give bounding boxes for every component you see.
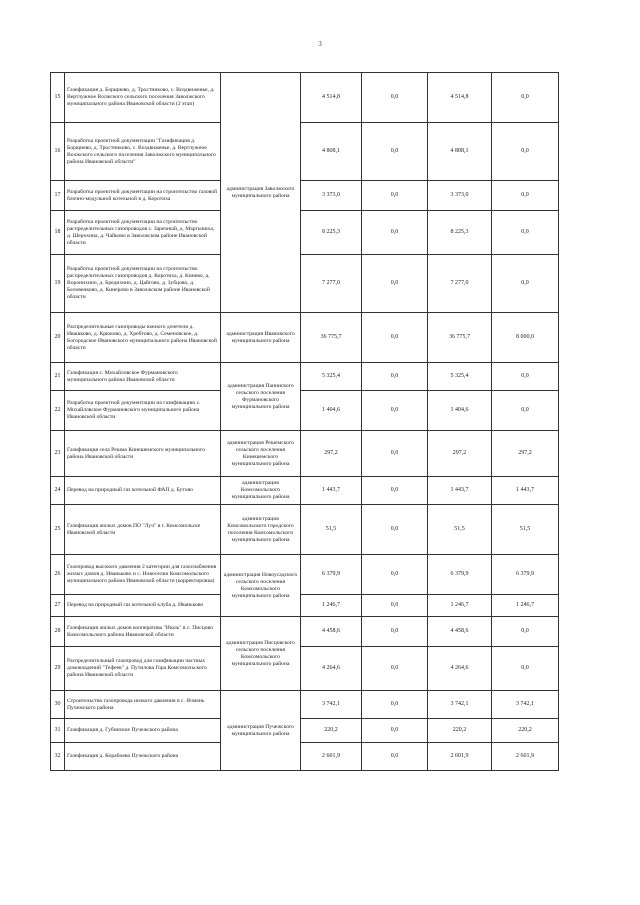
responsible-org: администрация Ивановского муниципального района [221,313,301,363]
value-col2: 4 458,6 [428,617,492,647]
value-col2: 297,2 [428,431,492,477]
row-number: 31 [51,719,65,743]
table-row [51,73,559,123]
responsible-org: администрация Писцовского сельского поселения Комсомольского муниципального района [221,617,301,691]
value-col1: 0,0 [362,555,428,595]
table-row [51,181,559,211]
value-col2: 51,5 [428,505,492,555]
row-number: 16 [51,123,65,181]
table-row [51,313,559,363]
value-col1: 0,0 [362,431,428,477]
value-col1: 0,0 [362,477,428,505]
object-name: Разработка проектной документации "Газификация д. Борщнево, д. Тростниково, с. Воздвиженье, д. Вертлужное Волжского сельского поселения Заволжского муниципального района Ивановской области" [65,123,221,181]
value-col2: 220,2 [428,719,492,743]
table-row [51,431,559,477]
responsible-org: администрация Комсомольского муниципального района [221,477,301,505]
value-col2: 4 514,8 [428,73,492,123]
value-col2: 6 379,9 [428,555,492,595]
value-total: 6 379,9 [301,555,362,595]
object-name: Распределительный газопровод для газификации частных домовладений "Тефеев" д. Путилова Гора Комсомольского района Ивановской области [65,647,221,691]
row-number: 29 [51,647,65,691]
page-number: 3 [318,40,322,48]
value-col1: 0,0 [362,73,428,123]
responsible-org: администрация Комсомольского городского поселения Комсомольского муниципального района [221,505,301,555]
value-col2: 5 325,4 [428,363,492,391]
row-number: 25 [51,505,65,555]
value-col3: 0,0 [492,123,559,181]
value-col2: 4 808,1 [428,123,492,181]
objects-table [50,72,559,771]
object-name: Строительство газопровода низкого давления в с. Ячмень Пучежского района [65,691,221,719]
object-name: Газификация жилых домов кооператива "Июль" в с. Писцово Комсомольского района Ивановской области [65,617,221,647]
value-col3: 0,0 [492,73,559,123]
value-total: 1 404,6 [301,391,362,431]
value-col3: 1 443,7 [492,477,559,505]
responsible-org: администрация Заволжского муниципального района [221,73,301,313]
table-row [51,743,559,771]
value-total: 1 246,7 [301,595,362,617]
value-col3: 0,0 [492,617,559,647]
value-col1: 0,0 [362,255,428,313]
table-row [51,477,559,505]
value-total: 3 373,0 [301,181,362,211]
object-name: Газификация д. Борщнево, д. Тростниково, с. Воздвиженье, д. Вертлужное Волжского сельского поселения Заволжского муниципального района Ивановской области (2 этап) [65,73,221,123]
value-total: 4 458,6 [301,617,362,647]
value-col1: 0,0 [362,313,428,363]
value-col1: 0,0 [362,181,428,211]
table-row [51,691,559,719]
object-name: Газификация жилых домов ПО "Луч" в г. Комсомольске Ивановской области [65,505,221,555]
value-col3: 0,0 [492,181,559,211]
row-number: 15 [51,73,65,123]
table-row [51,211,559,255]
object-name: Разработка проектной документации на строительство газовой блочно-модульной котельной в д. Коротиха [65,181,221,211]
value-col1: 0,0 [362,363,428,391]
table-row [51,123,559,181]
object-name: Перевод на природный газ котельной клуба д. Иваньково [65,595,221,617]
table-row [51,255,559,313]
value-col2: 1 443,7 [428,477,492,505]
value-total: 220,2 [301,719,362,743]
value-col3: 0,0 [492,255,559,313]
value-col1: 0,0 [362,505,428,555]
table-row [51,363,559,391]
row-number: 17 [51,181,65,211]
row-number: 19 [51,255,65,313]
value-col3: 0,0 [492,363,559,391]
responsible-org: администрация Решемского сельского поселения Кинешемского муниципального района [221,431,301,477]
row-number: 32 [51,743,65,771]
object-name: Разработка проектной документации на строительство распределительных газопроводов с. Заречный, д. Мартыниха, д. Шерохина, д. Чайково в Заволжском районе Ивановской области [65,211,221,255]
value-total: 5 325,4 [301,363,362,391]
value-col2: 3 373,0 [428,181,492,211]
responsible-org: администрация Новоусадского сельского поселения Комсомольского муниципального района [221,555,301,617]
value-col3: 8 000,0 [492,313,559,363]
value-col3: 3 742,1 [492,691,559,719]
value-col1: 0,0 [362,647,428,691]
value-col2: 1 404,6 [428,391,492,431]
value-col1: 0,0 [362,211,428,255]
value-total: 3 742,1 [301,691,362,719]
value-col3: 51,5 [492,505,559,555]
object-name: Разработка проектной документации на газификацию с. Михайловское Фурмановского муниципального района Ивановской области [65,391,221,431]
table-row [51,617,559,647]
row-number: 18 [51,211,65,255]
value-col3: 0,0 [492,211,559,255]
value-col2: 7 277,0 [428,255,492,313]
value-col3: 6 379,9 [492,555,559,595]
table-row [51,391,559,431]
value-col3: 1 246,7 [492,595,559,617]
object-name: Газификация д. Губинское Пучежского района [65,719,221,743]
value-total: 8 225,3 [301,211,362,255]
row-number: 24 [51,477,65,505]
value-col1: 0,0 [362,691,428,719]
value-col1: 0,0 [362,595,428,617]
value-col3: 297,2 [492,431,559,477]
responsible-org: администрация Пучежского муниципального района [221,691,301,771]
row-number: 30 [51,691,65,719]
table-row [51,555,559,595]
row-number: 23 [51,431,65,477]
value-total: 36 775,7 [301,313,362,363]
object-name: Разработка проектной документации на строительство распределительных газопроводов д. Коротиха, д. Кинево, д. Воронихино, д. Бредихино, д. Цайгово, д. Зубцово, д. Беловенково, д. Кинерово в Заволжском районе Ивановской области [65,255,221,313]
table-row [51,719,559,743]
row-number: 22 [51,391,65,431]
value-total: 4 264,6 [301,647,362,691]
value-col1: 0,0 [362,617,428,647]
responsible-org: администрация Панинского сельского поселения Фурмановского муниципального района [221,363,301,431]
value-col2: 1 246,7 [428,595,492,617]
object-name: Газификация с. Михайловское Фурмановского муниципального района Ивановской области [65,363,221,391]
value-total: 4 514,8 [301,73,362,123]
object-name: Газопровод высокого давления 2 категории для газоснабжения жилых домов д. Иваньково и с. Новоселки Комсомольского муниципального района Ивановской области (корректировка) [65,555,221,595]
value-total: 2 601,9 [301,743,362,771]
value-col3: 0,0 [492,391,559,431]
value-col1: 0,0 [362,719,428,743]
value-total: 51,5 [301,505,362,555]
value-col3: 220,2 [492,719,559,743]
value-col2: 4 264,6 [428,647,492,691]
object-name: Газификация села Решма Кинешемского муниципального района Ивановской области [65,431,221,477]
object-name: Перевод на природный газ котельной ФАП д. Бутово [65,477,221,505]
row-number: 28 [51,617,65,647]
value-col2: 3 742,1 [428,691,492,719]
value-total: 4 808,1 [301,123,362,181]
object-name: Газификация д. Корабоево Пучежского района [65,743,221,771]
value-col1: 0,0 [362,743,428,771]
object-name: Распределительные газопроводы южного дочетеля д. Ивашково, д. Крюково, д. Хребтово, д. Семеновское, д. Богородское Ивановского муниципального района Ивановской области [65,313,221,363]
value-col3: 0,0 [492,647,559,691]
row-number: 20 [51,313,65,363]
value-total: 7 277,0 [301,255,362,313]
value-col2: 2 601,9 [428,743,492,771]
value-col2: 36 775,7 [428,313,492,363]
row-number: 21 [51,363,65,391]
value-total: 1 443,7 [301,477,362,505]
row-number: 26 [51,555,65,595]
row-number: 27 [51,595,65,617]
value-col1: 0,0 [362,391,428,431]
value-col3: 2 601,9 [492,743,559,771]
table-row [51,647,559,691]
value-total: 297,2 [301,431,362,477]
table-row [51,595,559,617]
value-col1: 0,0 [362,123,428,181]
value-col2: 8 225,3 [428,211,492,255]
table-row [51,505,559,555]
